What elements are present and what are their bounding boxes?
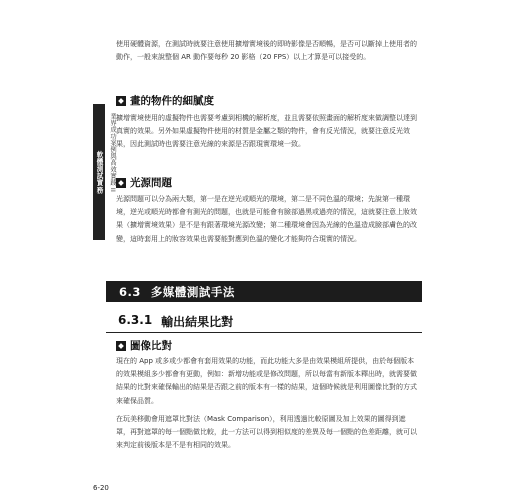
paragraph-4: 現在的 App 或多或少都會有套用效果的功能，而此功能大多是由效果模組所提供，由於每個版本的效果模組多少都會有更動，例如：新增功能或是修改問題，所以每當有新版本釋出時，就需要做結果的比對來確保輸出的結果是否跟之前的版本有一樣的結果，這個時候就是利用圖像比對的方式來確保品質。	[116, 357, 417, 405]
section-title-bar	[106, 281, 422, 302]
heading-object-detail	[116, 93, 214, 108]
heading-text: 圖像比對	[130, 340, 172, 352]
diamond-bullet-icon	[116, 178, 126, 188]
paragraph-3: 光源問題可以分為兩大類，第一是在逆光或順光的環境，第二是不同色溫的環境；先說第一種環境，逆光或順光時都會有測光的問題，也就是可能會有臉部過黑或過亮的情況，這就要注意上妝效果（擴增實境效果）是不是有跟著環境光源改變；第二種環境會因為光線的色溫造成臉部膚色的改變，這時套用上的妝容效果也需要能對應到色溫的變化才能夠符合現實的情況。	[116, 195, 417, 243]
section-title: 多媒體測試手法	[150, 284, 235, 299]
subsection-text: 輸出結果比對	[161, 315, 234, 329]
diamond-bullet-icon	[116, 341, 126, 351]
paragraph-1: 使用硬體資源，在測試時就要注意使用擴增實境後的即時影像是否順暢，是否可以斷掉上使用者的動作，一般來說整個 AR 動作要每秒 20 影格（20 FPS）以上才算是可以接受的。	[116, 40, 417, 62]
heading-light-source	[116, 175, 172, 190]
paragraph-2: 擴增實境使用的虛擬物件也需要考慮到相機的解析度，並且需要依照畫面的解析度來做調整以達到真實的效果。另外如果虛擬物件使用的材質是金屬之類的物件，會有反光情況，就要注意反光效果，因此測試時也需要注意光線的來源是否跟現實環境一致。	[116, 114, 417, 149]
subsection-title	[118, 313, 233, 330]
heading-image-compare	[116, 338, 172, 353]
subsection-rule	[106, 332, 422, 333]
paragraph-5: 在玩美移動會用遮罩比對法（Mask Comparison），利用透過比較原圖及加上效果的圖得到遮罩，再對遮罩的每一個點做比較，此一方法可以得到相似度的差異及每一個點的色差距離，就可以來判定前後版本是不是有相同的效果。	[116, 415, 417, 450]
page-number: 6-20	[93, 484, 109, 492]
subsection-number: 6.3.1	[118, 313, 153, 327]
heading-text: 畫的物件的細膩度	[130, 95, 214, 107]
chapter-side-subtitle: 業界成功案例與高效實踐 II	[109, 113, 116, 193]
section-number: 6.3	[119, 284, 141, 299]
chapter-side-tab: 軟體測試實務	[93, 104, 105, 240]
heading-text: 光源問題	[130, 177, 172, 189]
diamond-bullet-icon	[116, 96, 126, 106]
